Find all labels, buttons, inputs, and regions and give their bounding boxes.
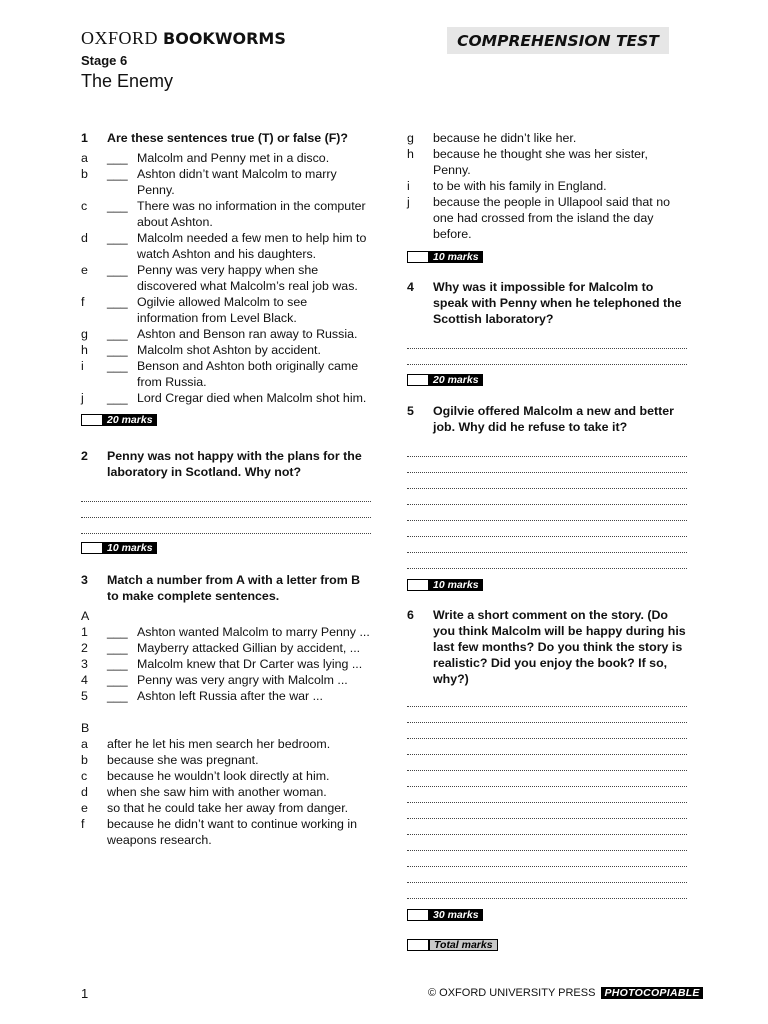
item-label: 1 xyxy=(81,625,88,639)
marks-label: 10 marks xyxy=(429,579,483,591)
answer-line[interactable] xyxy=(81,502,371,518)
total-marks-label: Total marks xyxy=(429,939,498,951)
brand-oxford: OXFORD xyxy=(81,28,159,48)
marks-box xyxy=(407,909,687,921)
answer-blank[interactable]: ___ xyxy=(107,673,128,687)
q6-answer-lines xyxy=(407,691,687,899)
question-2 xyxy=(81,448,371,480)
answer-blank[interactable]: ___ xyxy=(107,327,128,341)
marks-entry-box[interactable] xyxy=(407,374,429,386)
question-number: 6 xyxy=(407,608,414,622)
answer-line[interactable] xyxy=(407,489,687,505)
item-text: to be with his family in England. xyxy=(433,179,607,193)
question-number: 3 xyxy=(81,573,88,587)
list-item xyxy=(407,178,687,194)
list-item xyxy=(407,130,687,146)
item-label: f xyxy=(81,295,85,309)
item-label: f xyxy=(81,817,85,831)
item-label: h xyxy=(407,147,414,161)
marks-box xyxy=(407,374,687,386)
question-1 xyxy=(81,130,371,146)
answer-line[interactable] xyxy=(407,349,687,365)
answer-blank[interactable]: ___ xyxy=(107,625,128,639)
item-label: g xyxy=(81,327,88,341)
question-text: Are these sentences true (T) or false (F)? xyxy=(107,131,348,145)
item-label: h xyxy=(81,343,88,357)
question-text: Write a short comment on the story. (Do you think Malcolm will be happy during his last few months? Do you think the story is realistic? Did you enjoy the book? If so, why?) xyxy=(433,608,686,686)
list-item xyxy=(81,390,371,406)
answer-line[interactable] xyxy=(407,521,687,537)
item-text: Ashton and Benson ran away to Russia. xyxy=(137,327,358,341)
q3-list-b-continued xyxy=(407,130,687,242)
answer-blank[interactable]: ___ xyxy=(107,359,128,373)
list-item xyxy=(81,688,371,704)
item-label: 5 xyxy=(81,689,88,703)
question-number: 2 xyxy=(81,449,88,463)
list-item xyxy=(81,784,371,800)
answer-line[interactable] xyxy=(407,787,687,803)
answer-blank[interactable]: ___ xyxy=(107,199,128,213)
marks-label: 10 marks xyxy=(429,251,483,263)
question-text: Why was it impossible for Malcolm to speak with Penny when he telephoned the Scottish laboratory? xyxy=(433,280,682,326)
list-item xyxy=(81,768,371,784)
answer-line[interactable] xyxy=(407,835,687,851)
answer-line[interactable] xyxy=(407,819,687,835)
list-item xyxy=(81,672,371,688)
answer-blank[interactable]: ___ xyxy=(107,263,128,277)
list-item xyxy=(81,752,371,768)
list-item xyxy=(81,198,371,230)
answer-line[interactable] xyxy=(407,691,687,707)
answer-line[interactable] xyxy=(407,723,687,739)
answer-blank[interactable]: ___ xyxy=(107,231,128,245)
answer-line[interactable] xyxy=(407,867,687,883)
question-3 xyxy=(81,572,371,604)
item-label: b xyxy=(81,167,88,181)
answer-line[interactable] xyxy=(81,486,371,502)
list-item xyxy=(81,640,371,656)
list-item xyxy=(81,358,371,390)
answer-line[interactable] xyxy=(81,518,371,534)
item-text: Lord Cregar died when Malcolm shot him. xyxy=(137,391,367,405)
q3-list-a xyxy=(81,624,371,704)
item-text: because she was pregnant. xyxy=(107,753,259,767)
answer-line[interactable] xyxy=(407,537,687,553)
answer-line[interactable] xyxy=(407,883,687,899)
marks-box xyxy=(407,579,687,591)
marks-box xyxy=(407,251,687,263)
answer-blank[interactable]: ___ xyxy=(107,689,128,703)
series-brand xyxy=(81,28,286,49)
marks-label: 20 marks xyxy=(103,414,157,426)
item-label: b xyxy=(81,753,88,767)
marks-box xyxy=(81,414,371,426)
item-text: Benson and Ashton both originally came from Russia. xyxy=(137,359,359,389)
item-label: a xyxy=(81,737,88,751)
item-label: g xyxy=(407,131,414,145)
item-label: d xyxy=(81,785,88,799)
item-text: because he didn’t like her. xyxy=(433,131,577,145)
list-item xyxy=(81,800,371,816)
answer-blank[interactable]: ___ xyxy=(107,151,128,165)
answer-line[interactable] xyxy=(407,739,687,755)
item-label: j xyxy=(407,195,410,209)
item-label: c xyxy=(81,769,88,783)
item-text: Ashton wanted Malcolm to marry Penny ... xyxy=(137,625,370,639)
answer-line[interactable] xyxy=(407,851,687,867)
brand-bookworms: BOOKWORMS xyxy=(163,29,286,48)
photocopiable-badge: PHOTOCOPIABLE xyxy=(601,987,702,999)
footer xyxy=(428,987,703,999)
book-title: The Enemy xyxy=(81,71,174,91)
item-label: i xyxy=(407,179,410,193)
item-text: Ashton didn’t want Malcolm to marry Penny. xyxy=(137,167,337,197)
item-text: Ashton left Russia after the war ... xyxy=(137,689,323,703)
answer-blank[interactable]: ___ xyxy=(107,343,128,357)
item-text: Malcolm and Penny met in a disco. xyxy=(137,151,330,165)
item-text: There was no information in the computer about Ashton. xyxy=(137,199,366,229)
item-text: after he let his men search her bedroom. xyxy=(107,737,331,751)
marks-entry-box[interactable] xyxy=(81,414,103,426)
answer-line[interactable] xyxy=(407,333,687,349)
item-text: when she saw him with another woman. xyxy=(107,785,327,799)
answer-blank[interactable]: ___ xyxy=(107,167,128,181)
marks-label: 20 marks xyxy=(429,374,483,386)
answer-line[interactable] xyxy=(407,771,687,787)
answer-blank[interactable]: ___ xyxy=(107,657,128,671)
question-text: Ogilvie offered Malcolm a new and better job. Why did he refuse to take it? xyxy=(433,404,674,434)
marks-entry-box[interactable] xyxy=(407,909,429,921)
item-text: Ogilvie allowed Malcolm to see information from Level Black. xyxy=(137,295,308,325)
list-item xyxy=(81,326,371,342)
marks-label: 10 marks xyxy=(103,542,157,554)
answer-line[interactable] xyxy=(407,755,687,771)
question-number: 5 xyxy=(407,404,414,418)
item-text: because he thought she was her sister, Penny. xyxy=(433,147,648,177)
marks-label: 30 marks xyxy=(429,909,483,921)
right-column xyxy=(407,130,687,951)
list-item xyxy=(81,262,371,294)
list-item xyxy=(407,194,687,242)
answer-blank[interactable]: ___ xyxy=(107,641,128,655)
answer-blank[interactable]: ___ xyxy=(107,391,128,405)
total-marks-box xyxy=(407,939,687,951)
item-label: 4 xyxy=(81,673,88,687)
list-a-header: A xyxy=(81,609,90,623)
question-text: Penny was not happy with the plans for the laboratory in Scotland. Why not? xyxy=(107,449,362,479)
item-label: j xyxy=(81,391,84,405)
q5-answer-lines xyxy=(407,441,687,569)
answer-line[interactable] xyxy=(407,441,687,457)
answer-line[interactable] xyxy=(407,505,687,521)
item-label: a xyxy=(81,151,88,165)
list-item xyxy=(81,736,371,752)
item-label: 3 xyxy=(81,657,88,671)
answer-line[interactable] xyxy=(407,803,687,819)
marks-entry-box[interactable] xyxy=(407,579,429,591)
answer-line[interactable] xyxy=(407,707,687,723)
list-item xyxy=(407,146,687,178)
test-type-banner: COMPREHENSION TEST xyxy=(447,27,669,54)
question-number: 1 xyxy=(81,131,88,145)
answer-line[interactable] xyxy=(407,473,687,489)
item-text: Penny was very angry with Malcolm ... xyxy=(137,673,348,687)
question-5 xyxy=(407,403,687,435)
list-item xyxy=(81,166,371,198)
item-text: Penny was very happy when she discovered what Malcolm’s real job was. xyxy=(137,263,358,293)
q3-list-b xyxy=(81,736,371,848)
item-label: i xyxy=(81,359,84,373)
item-text: because he wouldn’t look directly at him. xyxy=(107,769,330,783)
question-6 xyxy=(407,607,687,687)
question-text: Match a number from A with a letter from B to make complete sentences. xyxy=(107,573,361,603)
item-text: Malcolm knew that Dr Carter was lying ... xyxy=(137,657,363,671)
question-4 xyxy=(407,279,687,327)
item-label: c xyxy=(81,199,88,213)
item-label: 2 xyxy=(81,641,88,655)
item-label: e xyxy=(81,801,88,815)
copyright-notice: © OXFORD UNIVERSITY PRESS xyxy=(428,987,596,999)
item-text: because he didn’t want to continue working in weapons research. xyxy=(107,817,358,847)
answer-blank[interactable]: ___ xyxy=(107,295,128,309)
list-item xyxy=(81,624,371,640)
list-item xyxy=(81,150,371,166)
total-marks-entry-box[interactable] xyxy=(407,939,429,951)
marks-entry-box[interactable] xyxy=(407,251,429,263)
list-item xyxy=(81,816,371,848)
answer-line[interactable] xyxy=(407,457,687,473)
answer-line[interactable] xyxy=(407,553,687,569)
q1-items xyxy=(81,150,371,406)
item-text: Malcolm shot Ashton by accident. xyxy=(137,343,321,357)
list-item xyxy=(81,342,371,358)
list-item xyxy=(81,294,371,326)
item-text: Mayberry attacked Gillian by accident, ... xyxy=(137,641,361,655)
marks-entry-box[interactable] xyxy=(81,542,103,554)
item-text: so that he could take her away from danger. xyxy=(107,801,349,815)
item-text: Malcolm needed a few men to help him to watch Ashton and his daughters. xyxy=(137,231,367,261)
question-number: 4 xyxy=(407,280,414,294)
stage-label: Stage 6 xyxy=(81,53,128,68)
item-label: d xyxy=(81,231,88,245)
left-column xyxy=(81,130,371,848)
marks-box xyxy=(81,542,371,554)
item-label: e xyxy=(81,263,88,277)
list-item xyxy=(81,230,371,262)
item-text: because the people in Ullapool said that no one had crossed from the island the day before. xyxy=(433,195,670,241)
list-item xyxy=(81,656,371,672)
page-number: 1 xyxy=(81,986,89,1001)
list-b-header: B xyxy=(81,721,90,735)
